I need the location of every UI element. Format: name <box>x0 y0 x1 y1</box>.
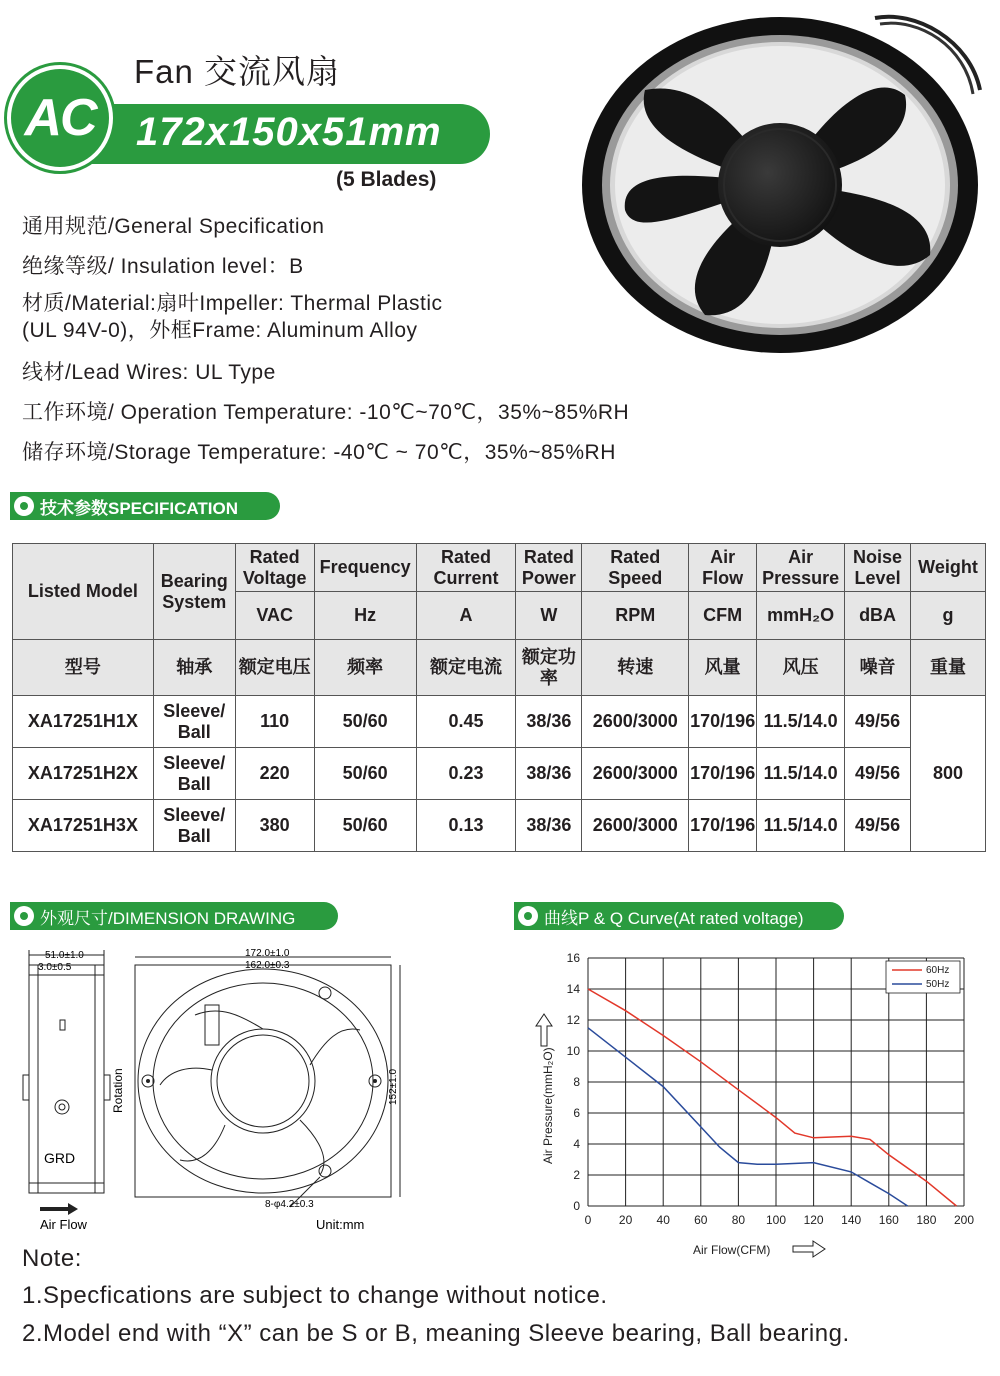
x-tick-label: 40 <box>656 1213 670 1227</box>
cell-bearing: Sleeve/ Ball <box>153 696 235 748</box>
x-tick-label: 180 <box>916 1213 937 1227</box>
spec-material-1: 材质/Material:扇叶Impeller: Thermal Plastic <box>22 292 443 315</box>
legend-label: 60Hz <box>926 965 950 976</box>
unit-weight: g <box>911 592 986 640</box>
x-tick-label: 120 <box>803 1213 824 1227</box>
note-1: 1.Specfications are subject to change without notice. <box>22 1282 608 1309</box>
x-tick-label: 100 <box>765 1213 787 1227</box>
series-line-50Hz <box>588 1028 908 1206</box>
cell-voltage: 380 <box>235 800 314 852</box>
y-tick-label: 4 <box>573 1137 580 1151</box>
y-axis-arrow <box>536 1014 552 1046</box>
cell-noise: 49/56 <box>845 748 911 800</box>
x-tick-label: 80 <box>731 1213 746 1227</box>
head-airflow: Air Flow <box>689 544 757 592</box>
y-tick-label: 12 <box>566 1013 580 1027</box>
section-dimension-label: 外观尺寸/DIMENSION DRAWING <box>40 908 296 928</box>
cell-frequency: 50/60 <box>314 800 416 852</box>
cn-current: 额定电流 <box>416 640 516 696</box>
dim-inner: 162.0±0.3 <box>245 960 290 971</box>
head-current: Rated Current <box>416 544 516 592</box>
cn-frequency: 频率 <box>314 640 416 696</box>
table-row <box>13 748 986 800</box>
cell-speed: 2600/3000 <box>582 748 689 800</box>
section-specification-label: 技术参数SPECIFICATION <box>40 498 239 518</box>
y-tick-label: 10 <box>566 1044 580 1058</box>
cell-power: 38/36 <box>516 800 582 852</box>
x-axis-label: Air Flow(CFM) <box>693 1243 771 1257</box>
cn-bearing: 轴承 <box>153 640 235 696</box>
spec-operation-temp: 工作环境/ Operation Temperature: -10℃~70℃，35%~85%RH <box>22 401 630 424</box>
cn-model: 型号 <box>13 640 154 696</box>
dim-height: 152±1.0 <box>388 1068 399 1105</box>
grd-label: GRD <box>44 1150 76 1166</box>
section-curve <box>514 902 844 930</box>
dim-outer: 172.0±1.0 <box>245 948 290 959</box>
dimension-drawing <box>20 945 440 1240</box>
cell-current: 0.45 <box>416 696 516 748</box>
cell-current: 0.23 <box>416 748 516 800</box>
dim-width-a: 51.0±1.0 <box>45 950 84 961</box>
unit-speed: RPM <box>582 592 689 640</box>
cn-weight: 重量 <box>911 640 986 696</box>
cell-bearing: Sleeve/ Ball <box>153 800 235 852</box>
note-2: 2.Model end with “X” can be S or B, meaning Sleeve bearing, Ball bearing. <box>22 1320 850 1347</box>
head-voltage: Rated Voltage <box>235 544 314 592</box>
dim-hole: 8-φ4.2±0.3 <box>265 1199 314 1210</box>
x-tick-label: 20 <box>618 1213 633 1227</box>
head-weight: Weight <box>911 544 986 592</box>
ac-badge-text: AC <box>11 69 109 167</box>
x-tick-label: 60 <box>694 1213 708 1227</box>
x-axis-arrow <box>793 1241 825 1257</box>
cn-noise: 噪音 <box>845 640 911 696</box>
cn-speed: 转速 <box>582 640 689 696</box>
head-pressure: Air Pressure <box>757 544 845 592</box>
cn-airflow: 风量 <box>689 640 757 696</box>
cell-pressure: 11.5/14.0 <box>757 800 845 852</box>
cell-bearing: Sleeve/ Ball <box>153 748 235 800</box>
cell-speed: 2600/3000 <box>582 800 689 852</box>
x-tick-label: 140 <box>841 1213 862 1227</box>
series-line-60Hz <box>588 989 957 1206</box>
cell-frequency: 50/60 <box>314 748 416 800</box>
cn-pressure: 风压 <box>757 640 845 696</box>
cell-weight: 800 <box>911 696 986 852</box>
cell-airflow: 170/196 <box>689 696 757 748</box>
cell-pressure: 11.5/14.0 <box>757 696 845 748</box>
y-tick-label: 2 <box>573 1168 580 1182</box>
dim-width-b: 3.0±0.5 <box>38 962 72 973</box>
unit-label: Unit:mm <box>316 1217 365 1232</box>
spec-material-2: (UL 94V-0)，外框Frame: Aluminum Alloy <box>22 319 418 342</box>
cell-noise: 49/56 <box>845 696 911 748</box>
cn-power: 额定功率 <box>516 640 582 696</box>
head-noise: Noise Level <box>845 544 911 592</box>
unit-voltage: VAC <box>235 592 314 640</box>
x-tick-label: 160 <box>878 1213 899 1227</box>
head-model: Listed Model <box>13 544 154 640</box>
unit-pressure: mmH₂O <box>757 592 845 640</box>
section-icon <box>14 496 34 516</box>
cell-airflow: 170/196 <box>689 800 757 852</box>
section-curve-label: 曲线P & Q Curve(At rated voltage) <box>544 908 804 928</box>
head-frequency: Frequency <box>314 544 416 592</box>
y-tick-label: 8 <box>573 1075 580 1089</box>
cell-voltage: 220 <box>235 748 314 800</box>
cell-model: XA17251H2X <box>13 748 154 800</box>
x-tick-label: 0 <box>584 1213 592 1227</box>
head-bearing: Bearing System <box>153 544 235 640</box>
section-specification <box>10 492 280 520</box>
unit-power: W <box>516 592 582 640</box>
unit-frequency: Hz <box>314 592 416 640</box>
note-title: Note: <box>22 1245 82 1272</box>
spec-insulation: 绝缘等级/ Insulation level：B <box>22 255 304 278</box>
fan-photo <box>575 10 985 360</box>
unit-current: A <box>416 592 516 640</box>
section-dimension <box>10 902 338 930</box>
cell-noise: 49/56 <box>845 800 911 852</box>
cell-pressure: 11.5/14.0 <box>757 748 845 800</box>
cell-airflow: 170/196 <box>689 748 757 800</box>
y-tick-label: 14 <box>566 982 580 996</box>
y-tick-label: 6 <box>573 1106 580 1120</box>
x-tick-label: 200 <box>953 1213 975 1227</box>
y-axis-label: Air Pressure(mmH₂O) <box>541 1047 555 1164</box>
spec-general: 通用规范/General Specification <box>22 215 325 238</box>
unit-airflow: CFM <box>689 592 757 640</box>
cell-voltage: 110 <box>235 696 314 748</box>
y-tick-label: 0 <box>573 1199 580 1213</box>
cell-model: XA17251H1X <box>13 696 154 748</box>
rotation-label: Rotation <box>111 1068 125 1113</box>
head-speed: Rated Speed <box>582 544 689 592</box>
head-power: Rated Power <box>516 544 582 592</box>
y-tick-label: 16 <box>566 951 580 965</box>
spec-lead-wires: 线材/Lead Wires: UL Type <box>22 361 276 384</box>
legend-label: 50Hz <box>926 979 950 990</box>
cell-speed: 2600/3000 <box>582 696 689 748</box>
ac-badge <box>4 62 116 174</box>
page-title: Fan 交流风扇 <box>134 53 341 90</box>
table-row <box>13 800 986 852</box>
cn-voltage: 额定电压 <box>235 640 314 696</box>
table-row <box>13 696 986 748</box>
spec-table <box>12 543 986 852</box>
cell-frequency: 50/60 <box>314 696 416 748</box>
cell-current: 0.13 <box>416 800 516 852</box>
unit-noise: dBA <box>845 592 911 640</box>
section-icon <box>518 906 538 926</box>
cell-power: 38/36 <box>516 696 582 748</box>
section-icon <box>14 906 34 926</box>
spec-storage-temp: 储存环境/Storage Temperature: -40℃ ~ 70℃，35%~85%RH <box>22 441 616 464</box>
cell-model: XA17251H3X <box>13 800 154 852</box>
fan-size: 172x150x51mm <box>136 110 442 154</box>
air-flow-label: Air Flow <box>40 1217 87 1232</box>
blade-count: (5 Blades) <box>336 168 437 191</box>
pq-curve-chart <box>520 940 985 1260</box>
cell-power: 38/36 <box>516 748 582 800</box>
